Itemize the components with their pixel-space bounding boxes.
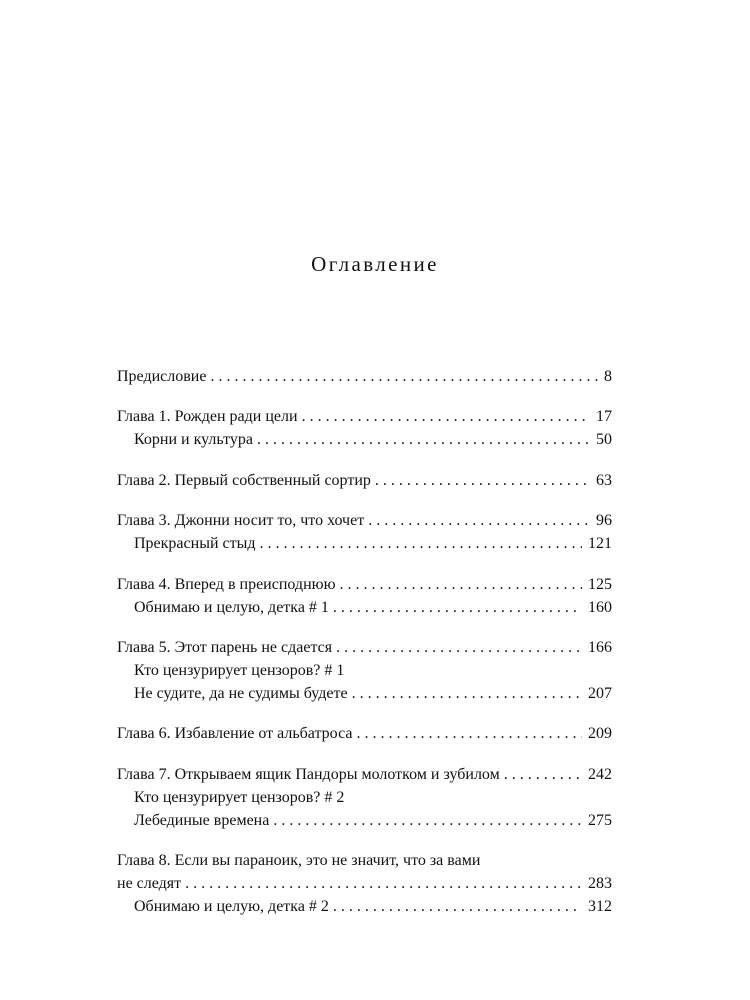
toc-entry-label: Кто цензурирует цензоров? # 2	[134, 788, 345, 806]
toc-entry[interactable]	[117, 365, 612, 388]
toc-entry[interactable]	[117, 763, 612, 786]
toc-entry-label: Глава 6. Избавление от альбатроса	[117, 725, 353, 743]
dot-leader	[257, 428, 590, 451]
toc-entry-label: Глава 2. Первый собственный сортир	[117, 471, 371, 489]
toc-page-number: 283	[588, 875, 612, 893]
toc-entry[interactable]	[117, 872, 612, 895]
toc-page-number: 121	[588, 535, 612, 553]
toc-subentry[interactable]	[117, 895, 612, 918]
toc-group	[117, 763, 612, 832]
dot-leader	[356, 722, 582, 745]
toc-group	[117, 849, 612, 918]
toc-entry-label: Не судите, да не судимы будете	[134, 684, 348, 702]
toc-entry-label: Лебединые времена	[134, 811, 270, 829]
toc-entry[interactable]	[117, 405, 612, 428]
toc-entry-label: Глава 1. Рожден ради цели	[117, 408, 298, 426]
toc-subentry[interactable]	[117, 659, 612, 682]
toc-page-number: 50	[596, 431, 612, 449]
table-of-contents	[117, 365, 612, 936]
dot-leader	[210, 365, 598, 388]
toc-page-number: 160	[588, 598, 612, 616]
toc-page-number: 312	[588, 898, 612, 916]
toc-page-number: 207	[588, 684, 612, 702]
toc-group	[117, 509, 612, 555]
toc-entry[interactable]	[117, 509, 612, 532]
toc-subentry[interactable]	[117, 809, 612, 832]
dot-leader	[185, 872, 582, 895]
toc-entry[interactable]	[117, 469, 612, 492]
dot-leader	[333, 895, 582, 918]
toc-group	[117, 722, 612, 745]
toc-entry-label: Глава 3. Джонни носит то, что хочет	[117, 512, 365, 530]
dot-leader	[352, 682, 582, 705]
toc-page-number: 63	[596, 471, 612, 489]
toc-page-number: 166	[588, 638, 612, 656]
toc-group	[117, 573, 612, 619]
dot-leader	[302, 405, 590, 428]
toc-entry-label: Обнимаю и целую, детка # 1	[134, 598, 329, 616]
dot-leader	[504, 763, 582, 786]
dot-leader	[340, 573, 582, 596]
toc-subentry[interactable]	[117, 428, 612, 451]
dot-leader	[336, 636, 582, 659]
toc-entry-label: не следят	[117, 875, 182, 893]
toc-entry-label: Глава 4. Вперед в преисподнюю	[117, 575, 336, 593]
toc-entry-label: Прекрасный стыд	[134, 535, 256, 553]
toc-entry-label: Корни и культура	[134, 431, 253, 449]
toc-page-number: 8	[604, 368, 612, 385]
toc-entry-label: Предисловие	[117, 368, 207, 385]
toc-title: Оглавление	[311, 252, 439, 276]
toc-page-number: 242	[588, 765, 612, 783]
toc-entry-label: Обнимаю и целую, детка # 2	[134, 898, 329, 916]
toc-subentry[interactable]	[117, 682, 612, 705]
toc-group	[117, 405, 612, 451]
toc-entry-label: Глава 5. Этот парень не сдается	[117, 638, 333, 656]
dot-leader	[273, 809, 582, 832]
toc-page-number: 125	[588, 575, 612, 593]
toc-subentry[interactable]	[117, 786, 612, 809]
toc-page-number: 275	[588, 811, 612, 829]
toc-page-number: 17	[596, 408, 612, 426]
toc-group	[117, 365, 612, 388]
toc-entry-label: Глава 8. Если вы параноик, это не значит, что за вами	[117, 852, 481, 870]
dot-leader	[368, 509, 590, 532]
toc-page-number: 96	[596, 512, 612, 530]
toc-group	[117, 636, 612, 705]
toc-page-number: 209	[588, 725, 612, 743]
toc-entry[interactable]	[117, 849, 612, 872]
toc-group	[117, 469, 612, 492]
toc-subentry[interactable]	[117, 532, 612, 555]
toc-entry[interactable]	[117, 573, 612, 596]
toc-subentry[interactable]	[117, 596, 612, 619]
dot-leader	[260, 532, 583, 555]
toc-entry-label: Глава 7. Открываем ящик Пандоры молотком и зубилом	[117, 765, 500, 783]
dot-leader	[333, 596, 582, 619]
toc-entry-label: Кто цензурирует цензоров? # 1	[134, 661, 345, 679]
toc-entry[interactable]	[117, 722, 612, 745]
toc-entry[interactable]	[117, 636, 612, 659]
dot-leader	[375, 469, 590, 492]
